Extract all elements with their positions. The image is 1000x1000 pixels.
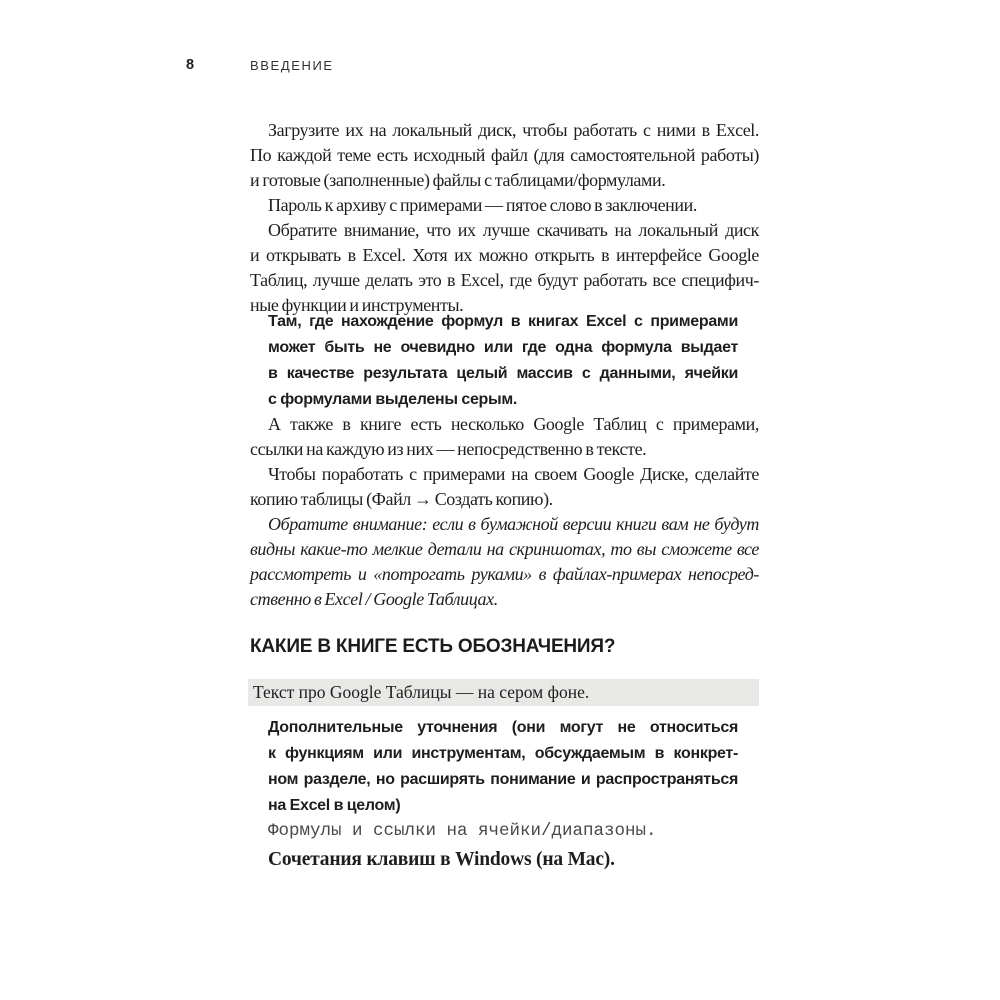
text-line: к функциям или инструментам, обсуждаемым в конкрет- [268, 745, 738, 762]
text-line: А также в книге есть несколько Google Таблиц с примерами, [268, 414, 759, 434]
text-line: в качестве результата целый массив с данными, ячейки [268, 365, 738, 382]
text-line: с формулами выделены серым. [268, 391, 518, 408]
text-line: Таблиц, лучше делать это в Excel, где будут работать все специфич- [250, 270, 759, 290]
text-line: Загрузите их на локальный диск, чтобы работать с ними в Excel. [268, 120, 759, 140]
section-heading-notation: КАКИЕ В КНИГЕ ЕСТЬ ОБОЗНАЧЕНИЯ? [250, 636, 616, 657]
paragraph-google-sheets [250, 412, 759, 462]
text-line: копию таблицы (Файл → Создать копию). [250, 489, 553, 509]
callout-gray-cells [268, 309, 738, 413]
text-line: ном разделе, но расширять понимание и распространяться [268, 771, 738, 788]
text-line: рассмотреть и «потрогать руками» в файлах-примерах непосред- [250, 564, 759, 584]
text-line: Пароль к архиву с примерами — пятое слово в заключении. [268, 195, 697, 215]
paragraph-archive-password [250, 193, 759, 218]
text-line: и готовые (заполненные) файлы с таблицами/формулами. [250, 170, 666, 190]
paragraph-note-download [250, 218, 759, 318]
text-line: Там, где нахождение формул в книгах Excel с примерами [268, 313, 738, 330]
text-line: видны какие-то мелкие детали на скриншотах, то вы сможете все [250, 539, 759, 559]
page-number: 8 [186, 57, 195, 73]
text-line: может быть не очевидно или где одна формула выдает [268, 339, 738, 356]
paragraph-make-copy [250, 462, 759, 512]
text-line: ссылки на каждую из них — непосредственно в тексте. [250, 439, 647, 459]
text-line: По каждой теме есть исходный файл (для самостоятельной работы) [250, 145, 759, 165]
text-line: Обратите внимание, что их лучше скачивать на локальный диск [268, 220, 759, 240]
text-line: ственно в Excel / Google Таблицах. [250, 589, 498, 609]
gray-band-example: Текст про Google Таблицы — на сером фоне. [248, 679, 759, 706]
callout-additional-notes [268, 715, 738, 819]
page-header [186, 57, 786, 77]
text-line: Чтобы поработать с примерами на своем Google Диске, сделайте [268, 464, 759, 484]
text-line: на Excel в целом) [268, 797, 401, 814]
running-title: ВВЕДЕНИЕ [250, 58, 334, 73]
text-line: и открывать в Excel. Хотя их можно открыть в интерфейсе Google [250, 245, 759, 265]
mono-formula-example: Формулы и ссылки на ячейки/диапазоны. [268, 821, 657, 841]
text-line: ные функции и инструменты. [250, 295, 464, 315]
text-line: Обратите внимание: если в бумажной версии книги вам не будут [268, 514, 759, 534]
text-line: Дополнительные уточнения (они могут не относиться [268, 719, 738, 736]
paragraph-paper-note [250, 512, 759, 612]
shortcut-example-line: Сочетания клавиш в Windows (на Mac). [268, 849, 615, 870]
paragraph-download-files [250, 118, 759, 193]
